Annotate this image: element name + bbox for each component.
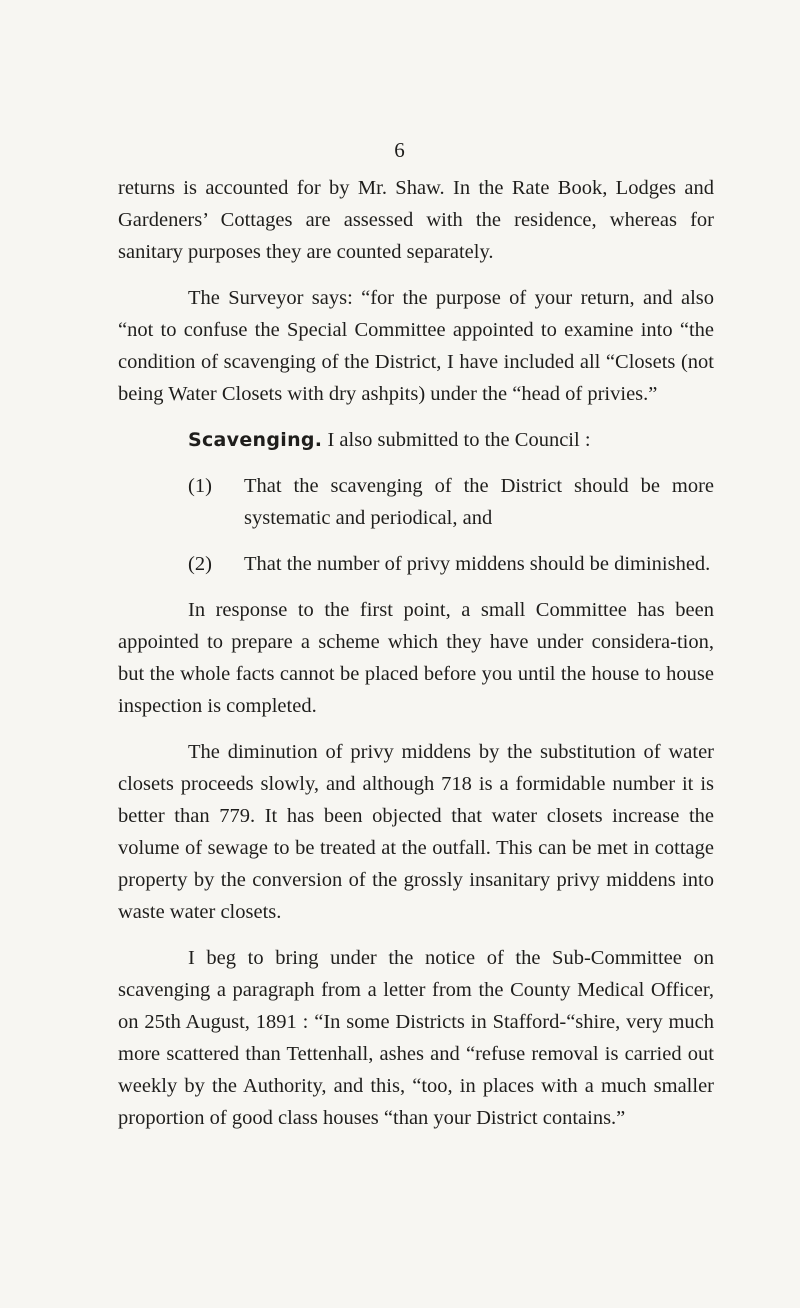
scavenging-intro: I also submitted to the Council : — [327, 429, 591, 451]
body-text — [118, 172, 714, 1148]
paragraph-surveyor-quote: The Surveyor says: “for the purpose of your return, and also “not to confuse the Special Committee appointed to examine into “the condition of scavenging of the District, I have included all “Closets (not being Water Closets with dry ashpits) under the “head of privies.” — [118, 287, 714, 405]
list-item — [118, 470, 714, 534]
recommendations-list — [118, 470, 714, 580]
list-item — [118, 548, 714, 580]
paragraph-returns: returns is accounted for by Mr. Shaw. In the Rate Book, Lodges and Gardeners’ Cottages are assessed with the residence, whereas for sanitary purposes they are counted separately. — [118, 177, 714, 263]
list-item-number: (2) — [188, 553, 212, 575]
paragraph-committee-response: In response to the first point, a small Committee has been appointed to prepare a scheme which they have under considera-tion, but the whole facts cannot be placed before you until the house to house inspection is completed. — [118, 599, 714, 717]
paragraph-scavenging — [118, 424, 714, 456]
page-number: 6 — [394, 138, 406, 162]
paragraph-county-medical-officer: I beg to bring under the notice of the Sub-Committee on scavenging a paragraph from a letter from the County Medical Officer, on 25th August, 1891 : “In some Districts in Stafford-“shire, very much more scattered than Tettenhall, ashes and “refuse removal is carried out weekly by the Authority, and this, “too, in places with a much smaller proportion of good class houses “than your District contains.” — [118, 947, 714, 1129]
list-item-number: (1) — [188, 475, 212, 497]
scavenging-heading: Scavenging. — [188, 429, 323, 451]
paragraph-privy-middens: The diminution of privy middens by the substitution of water closets proceeds slowly, and although 718 is a formidable number it is better than 779. It has been objected that water closets increase the volume of sewage to be treated at the outfall. This can be met in cottage property by the conversion of the grossly insanitary privy middens into waste water closets. — [118, 741, 714, 923]
list-item-text: That the scavenging of the District should be more systematic and periodical, and — [244, 475, 714, 529]
list-item-text: That the number of privy middens should be diminished. — [244, 553, 711, 575]
